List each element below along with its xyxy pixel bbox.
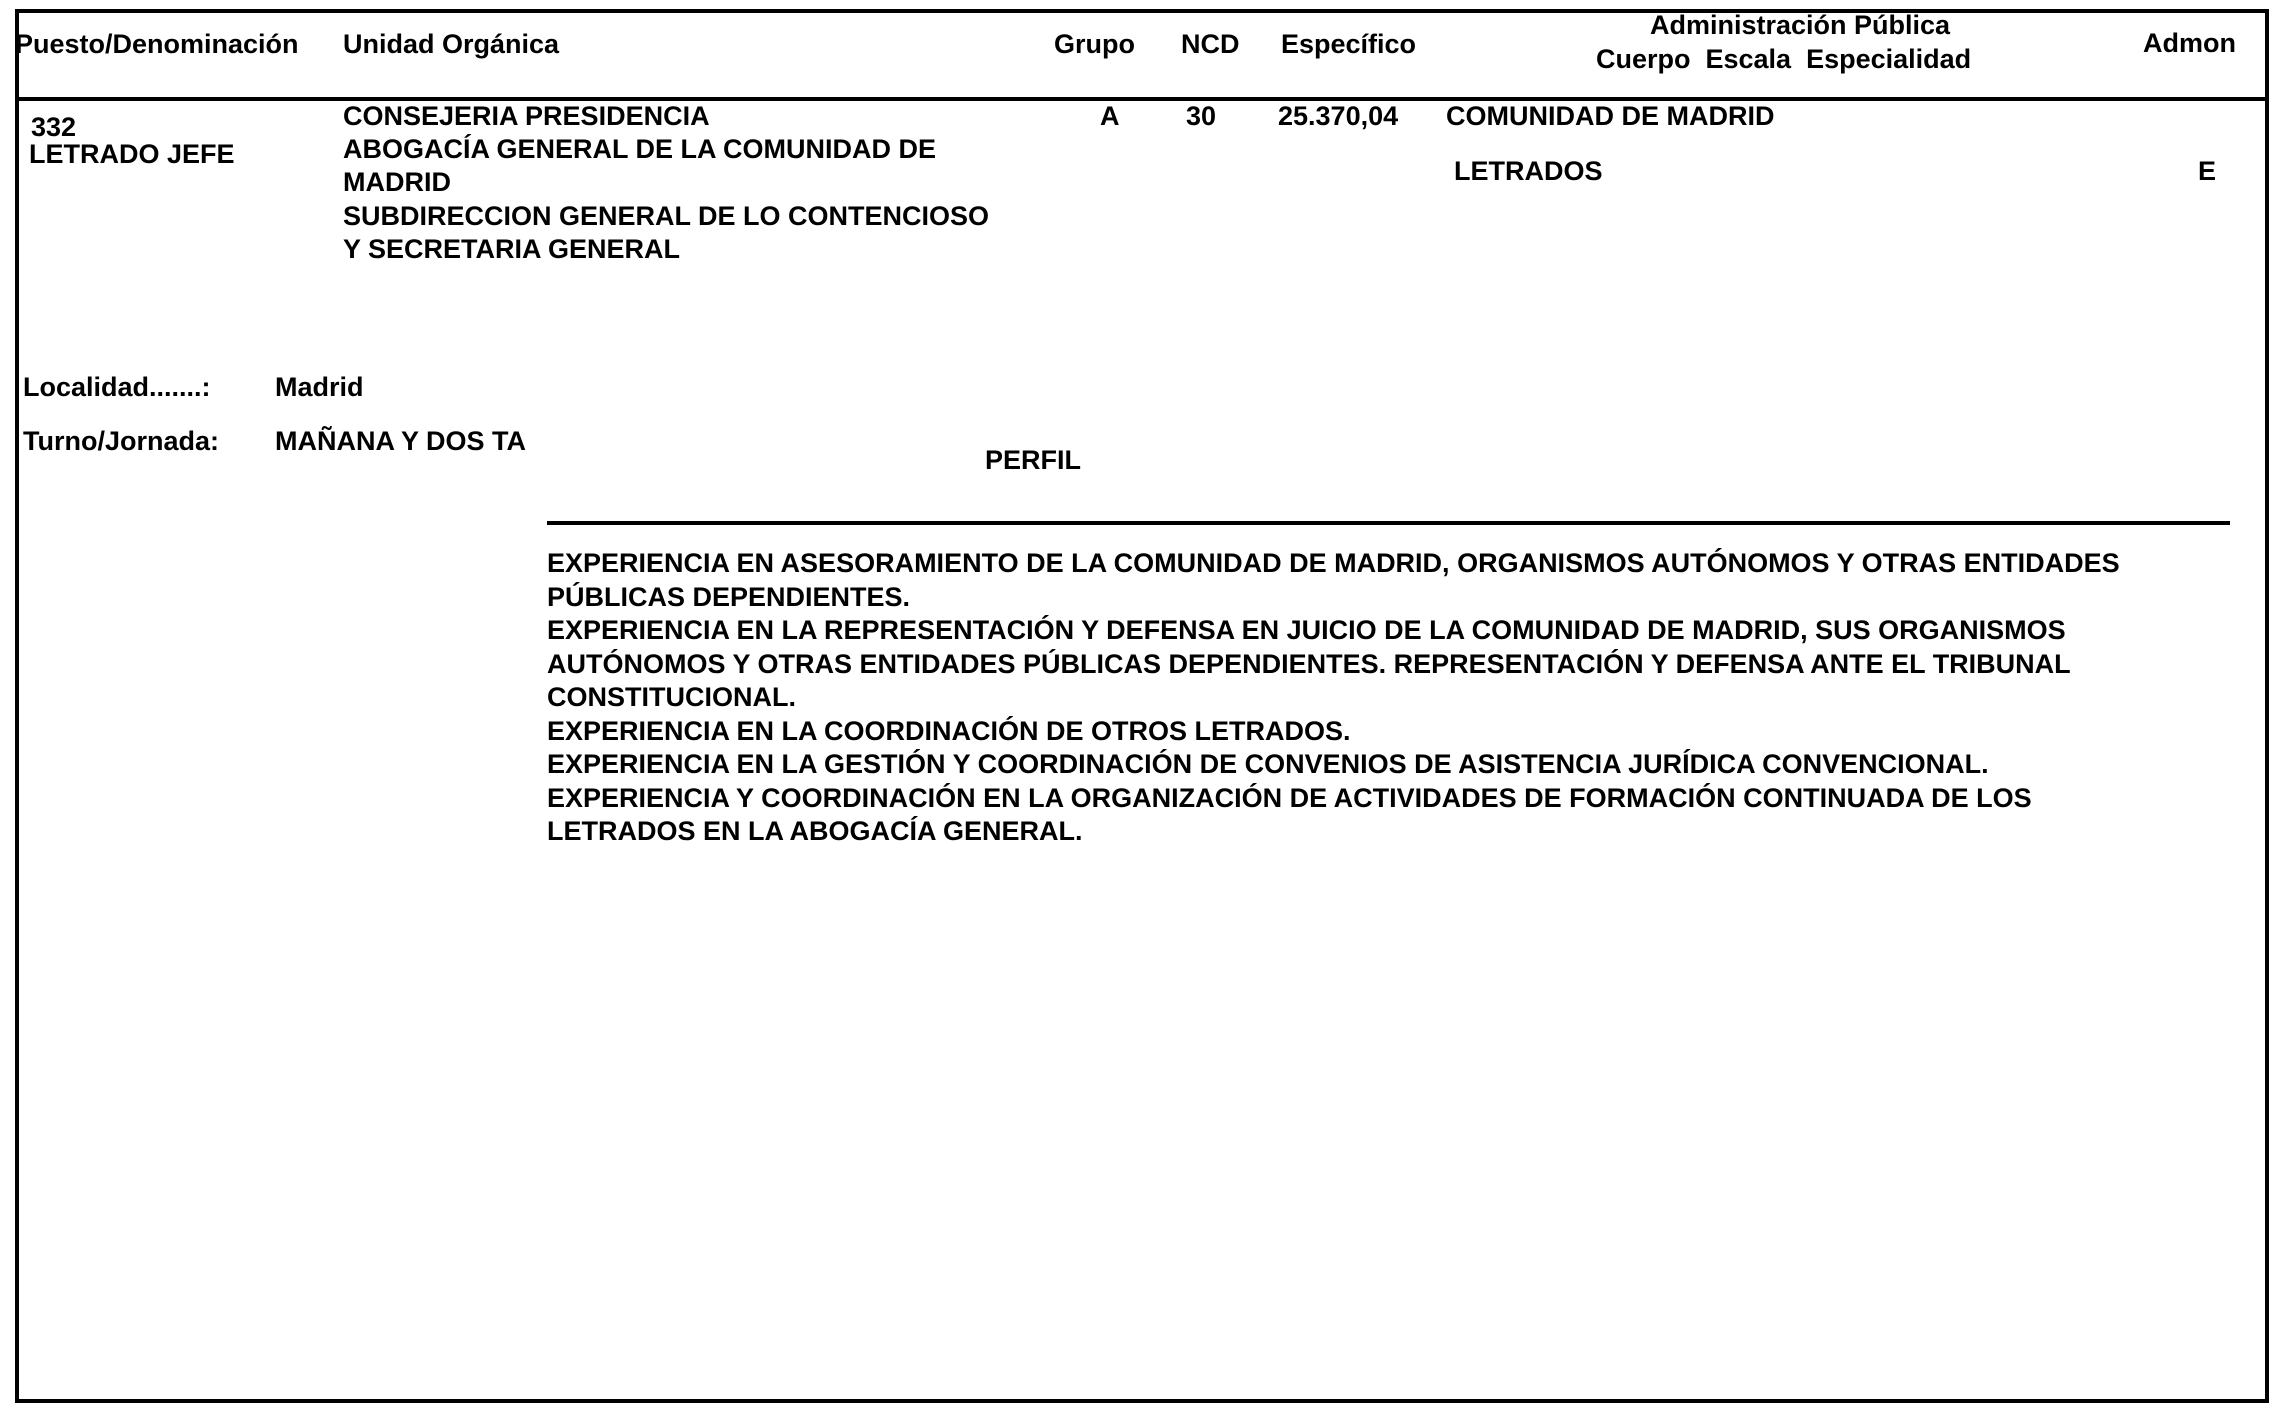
perfil-line: PÚBLICAS DEPENDIENTES. xyxy=(547,581,911,612)
puesto-numero: 332 xyxy=(31,112,77,142)
unidad-line: MADRID xyxy=(343,167,451,197)
header-especifico: Específico xyxy=(1281,29,1417,59)
localidad-label: Localidad.......: xyxy=(23,372,211,402)
especifico-value: 25.370,04 xyxy=(1278,101,1399,131)
perfil-line: EXPERIENCIA EN LA COORDINACIÓN DE OTROS LETRADOS. xyxy=(547,715,1351,746)
perfil-line: CONSTITUCIONAL. xyxy=(547,682,796,712)
perfil-description xyxy=(547,547,2237,849)
perfil-title: PERFIL xyxy=(985,445,1082,475)
unidad-line: CONSEJERIA PRESIDENCIA xyxy=(343,101,710,131)
admon-value: E xyxy=(2198,156,2217,186)
turno-value: MAÑANA Y DOS TA xyxy=(275,426,527,456)
puesto-denominacion: LETRADO JEFE xyxy=(29,139,235,169)
perfil-line: LETRADOS EN LA ABOGACÍA GENERAL. xyxy=(547,816,1083,846)
ncd-value: 30 xyxy=(1186,101,1217,131)
perfil-line: EXPERIENCIA EN LA REPRESENTACIÓN Y DEFENSA EN JUICIO DE LA COMUNIDAD DE MADRID, SUS ORGANISMOS xyxy=(547,615,2066,645)
localidad-value: Madrid xyxy=(275,372,364,402)
grupo-value: A xyxy=(1100,101,1120,131)
turno-label: Turno/Jornada: xyxy=(23,426,220,456)
unidad-line: Y SECRETARIA GENERAL xyxy=(343,234,681,264)
header-admon: Admon xyxy=(2143,28,2236,58)
header-cuerpo-escala: Cuerpo Escala Especialidad xyxy=(1596,44,1972,74)
header-unidad: Unidad Orgánica xyxy=(343,29,560,59)
perfil-divider xyxy=(547,521,2230,525)
header-puesto: Puesto/Denominación xyxy=(15,29,299,59)
unidad-line: ABOGACÍA GENERAL DE LA COMUNIDAD DE xyxy=(343,134,937,164)
perfil-line: EXPERIENCIA Y COORDINACIÓN EN LA ORGANIZACIÓN DE ACTIVIDADES DE FORMACIÓN CONTINUADA DE LOS xyxy=(547,782,2032,813)
administracion-value: COMUNIDAD DE MADRID xyxy=(1446,101,1775,131)
header-grupo: Grupo xyxy=(1054,29,1135,59)
perfil-line: AUTÓNOMOS Y OTRAS ENTIDADES PÚBLICAS DEPENDIENTES. REPRESENTACIÓN Y DEFENSA ANTE EL TRIBUNAL xyxy=(547,648,2071,679)
unidad-line: SUBDIRECCION GENERAL DE LO CONTENCIOSO xyxy=(343,201,990,231)
perfil-line: EXPERIENCIA EN LA GESTIÓN Y COORDINACIÓN DE CONVENIOS DE ASISTENCIA JURÍDICA CONVENCIONAL. xyxy=(547,749,1989,779)
header-ncd: NCD xyxy=(1181,29,1240,59)
perfil-line: EXPERIENCIA EN ASESORAMIENTO DE LA COMUNIDAD DE MADRID, ORGANISMOS AUTÓNOMOS Y OTRAS ENTIDADES xyxy=(547,548,2120,578)
header-administracion-publica: Administración Pública xyxy=(1649,10,1951,40)
cuerpo-value: LETRADOS xyxy=(1454,156,1603,186)
